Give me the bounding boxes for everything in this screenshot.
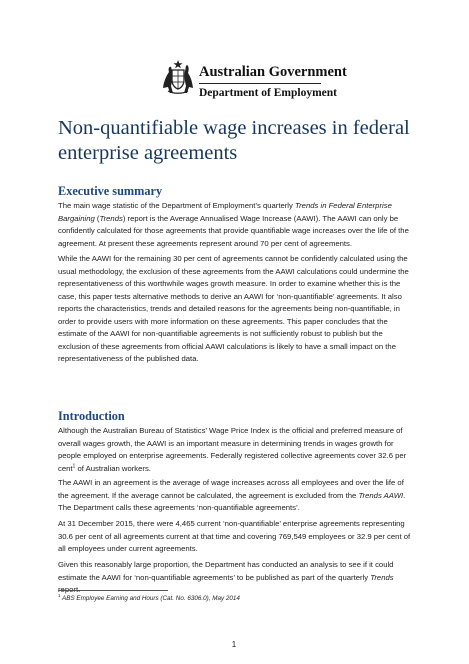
footnote-text: ABS Employee Earning and Hours (Cat. No. 6306.0), May 2014 — [62, 595, 240, 602]
intro-paragraph-3: At 31 December 2015, there were 4,465 current ‘non-quantifiable’ enterprise agreements representing 30.6 per cent of all agreements current at that time and covering 769,549 employees or 32.9 per cent of all employees under current agreements. — [58, 519, 411, 553]
footnote-reference[interactable]: 1 — [72, 462, 76, 469]
department-name: Department of Employment — [199, 87, 337, 99]
government-wordmark — [199, 64, 347, 100]
exec-summary-paragraph-2: While the AAWI for the remaining 30 per cent of agreements cannot be confidently calculated using the usual methodology, the exclusion of these agreements from the AAWI calculations could undermine the representativeness of this worthwhile wages growth measure. In order to examine whether this is the case, this paper tests alternative methods to derive an AAWI for ‘non-quantifiable’ agreements. It also reports the characteristics, trends and detailed reasons for the agreements being non-quantifiable, in order to provide users with more information on these agreements. This paper concludes that the estimate of the AAWI for non-quantifiable agreements is not sufficiently robust to publish but the exclusion of these agreements from official AAWI calculations is likely to have a small impact on the representativeness of the published data. — [58, 254, 409, 363]
trends-aawi-term: Trends AAWI — [358, 490, 404, 500]
coat-of-arms-icon — [160, 58, 196, 96]
intro-paragraph-4: Given this reasonably large proportion, the Department has conducted an analysis to see if it could estimate the AAWI for ‘non-quantifiable agreements’ to be published as part of the quarterly Trends — [58, 560, 394, 582]
section-heading-introduction: Introduction — [58, 409, 125, 423]
footnote — [58, 594, 240, 603]
government-name: Australian Government — [199, 64, 347, 80]
intro-paragraph-1: Although the Australian Bureau of Statistics’ Wage Price Index is the official and preferred measure of overall wages growth, the AAWI is an important measure in determining trends in wages growth for people employed on enterprise agreements. Federally registered collective agreements cover 32.6 per cent$^1$ of Australian workers. — [58, 426, 407, 473]
publication-title: Trends in Federal Enterprise Bargaining — [58, 201, 392, 223]
trends-term: Trends — [370, 572, 394, 582]
publication-short-title: Trends — [99, 213, 123, 223]
section-heading-executive-summary: Executive summary — [58, 184, 163, 198]
footnote-separator — [58, 590, 168, 591]
intro-paragraph-2: The AAWI in an agreement is the average of wage increases across all employees and over the life of the agreement. If the average cannot be calculated, the agreement is excluded from the Trends AAWI. The Department calls these agreements ‘non-quantifiable agreements’. — [58, 478, 406, 512]
wordmark-divider — [199, 83, 321, 84]
page-number: 1 — [231, 640, 237, 649]
footnote-number: 1 — [58, 592, 61, 598]
document-title: Non-quantifiable wage increases in federal enterprise agreements — [58, 117, 410, 164]
exec-summary-paragraph-1: The main wage statistic of the Department of Employment’s quarterly Trends in Federal Enterprise Bargaining (Trends) report is the Average Annualised Wage Increase (AAWI). The AAWI can only be confidently calculated for those agreements that provide quantifiable wage increases over the life of the agreement. At present these agreements represent around 70 per cent of agreements. — [58, 201, 409, 248]
